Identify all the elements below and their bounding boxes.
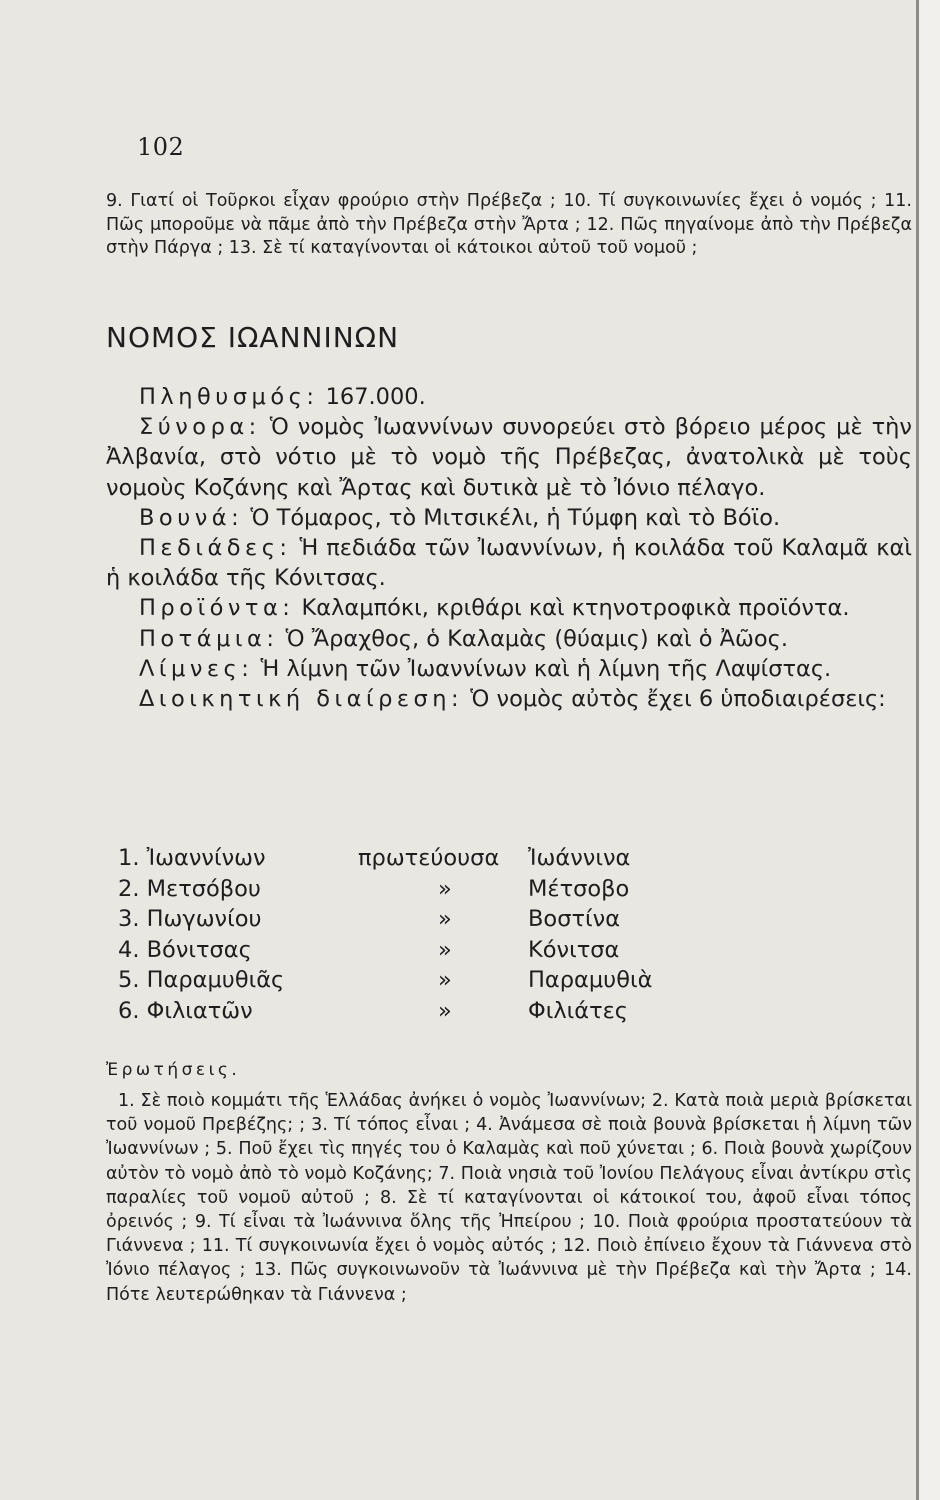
subdivision-mark: » (438, 997, 452, 1024)
table-row (118, 845, 718, 876)
table-row (118, 876, 718, 907)
previous-questions: 9. Γιατί οἱ Τοῦρκοι εἶχαν φρούριο στὴν Πρέβεζα ; 10. Τί συγκοινωνίες ἔχει ὁ νομός ; 11. Πῶς μποροῦμε νὰ πᾶμε ἀπὸ τὴν Πρέβεζα στὴν Ἄρτα ; 12. Πῶς πηγαίνομε ἀπὸ τὴν Πρέβεζα στὴν Πάργα ; 13. Σὲ τί καταγίνονται οἱ κάτοικοι αὐτοῦ τοῦ νομοῦ ; (106, 191, 912, 258)
rivers-label: Ποτάμια: (139, 625, 279, 652)
admin-label: Διοικητική διαίρεση: (139, 686, 464, 713)
subdivision-mark: » (438, 936, 452, 963)
mountains-label: Βουνά: (139, 504, 244, 531)
table-row (118, 937, 718, 968)
admin-paragraph (106, 684, 912, 714)
products-label: Προϊόντα: (139, 595, 295, 622)
subdivision-name: 5. Παραμυθιᾶς (118, 967, 285, 994)
population-value: 167.000. (318, 384, 426, 410)
mountains-paragraph (106, 503, 912, 533)
lakes-paragraph (106, 654, 912, 684)
plains-paragraph (106, 533, 912, 593)
products-paragraph (106, 593, 912, 623)
subdivision-mark: » (438, 906, 452, 933)
population-paragraph (106, 382, 912, 412)
plains-text: Ἡ πεδιάδα τῶν Ἰωαννίνων, ἡ κοιλάδα τοῦ Καλαμᾶ καὶ ἡ κοιλάδα τῆς Κόνιτσας. (106, 535, 912, 592)
subdivision-mark: πρωτεύουσα (358, 845, 500, 871)
main-text (106, 382, 912, 714)
subdivision-capital: Φιλιάτες (528, 997, 628, 1024)
subdivision-mark: » (438, 875, 452, 902)
table-row (118, 906, 718, 937)
lakes-text: Ἡ λίμνη τῶν Ἰωαννίνων καὶ ἡ λίμνη τῆς Λαψίστας. (253, 655, 832, 682)
subdivision-name: 2. Μετσόβου (118, 875, 261, 902)
admin-text: Ὁ νομὸς αὐτὸς ἔχει 6 ὑποδιαιρέσεις: (463, 686, 886, 713)
subdivision-mark: » (438, 967, 452, 994)
section-heading: ΝΟΜΟΣ ΙΩΑΝΝΙΝΩΝ (106, 321, 400, 354)
borders-text: Ὁ νομὸς Ἰωαννίνων συνορεύει στὸ βόρειο μέρος μὲ τὴν Ἀλβανία, στὸ νότιο μὲ τὸ νομὸ τῆς Πρέβεζας, ἀνατολικὰ μὲ τοὺς νομοὺς Κοζάνης καὶ Ἄρτας καὶ δυτικὰ μὲ τὸ Ἰόνιο πέλαγο. (106, 414, 912, 501)
products-text: Καλαμπόκι, κριθάρι καὶ κτηνοτροφικὰ προϊόντα. (294, 595, 850, 622)
subdivisions-table (118, 845, 718, 1029)
borders-label: Σύνορα: (139, 414, 261, 441)
subdivision-capital: Βοστίνα (528, 906, 621, 933)
borders-paragraph (106, 412, 912, 503)
subdivision-capital: Κόνιτσα (528, 936, 620, 963)
subdivision-capital: Ἰωάννινα (528, 845, 631, 871)
questions-title: Ἐρωτήσεις. (106, 1060, 241, 1080)
mountains-text: Ὁ Τόμαρος, τὸ Μιτσικέλι, ἡ Τύμφη καὶ τὸ Βόϊο. (243, 504, 781, 531)
subdivision-capital: Μέτσοβο (528, 875, 630, 902)
rivers-text: Ὁ Ἄραχθος, ὁ Καλαμὰς (θύαμις) καὶ ὁ Ἀῶος. (278, 625, 788, 652)
table-row (118, 967, 718, 998)
population-label: Πληθυσμός: (139, 384, 319, 410)
subdivision-capital: Παραμυθιὰ (528, 967, 653, 994)
questions-text: 1. Σὲ ποιὸ κομμάτι τῆς Ἑλλάδας ἀνήκει ὁ νομὸς Ἰωαννίνων; 2. Κατὰ ποιὰ μεριὰ βρίσκεται τοῦ νομοῦ Πρεβέζης; ; 3. Τί τόπος εἶναι ; 4. Ἀνάμεσα σὲ ποιὰ βουνὰ βρίσκεται ἡ λίμνη τῶν Ἰωαννίνων ; 5. Ποῦ ἔχει τὶς πηγές του ὁ Καλαμὰς καὶ ποῦ χύνεται ; 6. Ποιὰ βουνὰ χωρίζουν αὐτὸν τὸ νομὸ ἀπὸ τὸ νομὸ Κοζάνης; 7. Ποιὰ νησιὰ τοῦ Ἰονίου Πελάγους εἶναι ἀντίκρυ στὶς παραλίες τοῦ νομοῦ αὐτοῦ ; 8. Σὲ τί καταγίνονται οἱ κάτοικοί του, ἀφοῦ εἶναι τόπος ὀρεινός ; 9. Τί εἶναι τὰ Ἰωάννινα ὅλης τῆς Ἠπείρου ; 10. Ποιὰ φρούρια προστατεύουν τὰ Γιάννενα ; 11. Τί συγκοινωνία ἔχει ὁ νομὸς αὐτός ; 12. Ποιὸ ἐπίνειο ἔχουν τὰ Γιάννενα στὸ Ἰόνιο πέλαγος ; 13. Πῶς συγκοινωνοῦν τὰ Ἰωάννινα μὲ τὴν Πρέβεζα καὶ τὴν Ἄρτα ; 14. Πότε λευτερώθηκαν τὰ Γιάννενα ; (106, 1091, 912, 1305)
subdivision-name: 1. Ἰωαννίνων (118, 845, 266, 871)
adjacent-page (919, 0, 940, 1500)
subdivision-name: 6. Φιλιατῶν (118, 997, 253, 1024)
lakes-label: Λίμνες: (139, 655, 254, 682)
table-row (118, 998, 718, 1029)
questions-block (106, 1089, 912, 1307)
plains-label: Πεδιάδες: (139, 535, 292, 562)
subdivision-name: 4. Βόνιτσας (118, 936, 252, 963)
rivers-paragraph (106, 624, 912, 654)
subdivision-name: 3. Πωγωνίου (118, 906, 262, 933)
page-number: 102 (137, 133, 185, 161)
